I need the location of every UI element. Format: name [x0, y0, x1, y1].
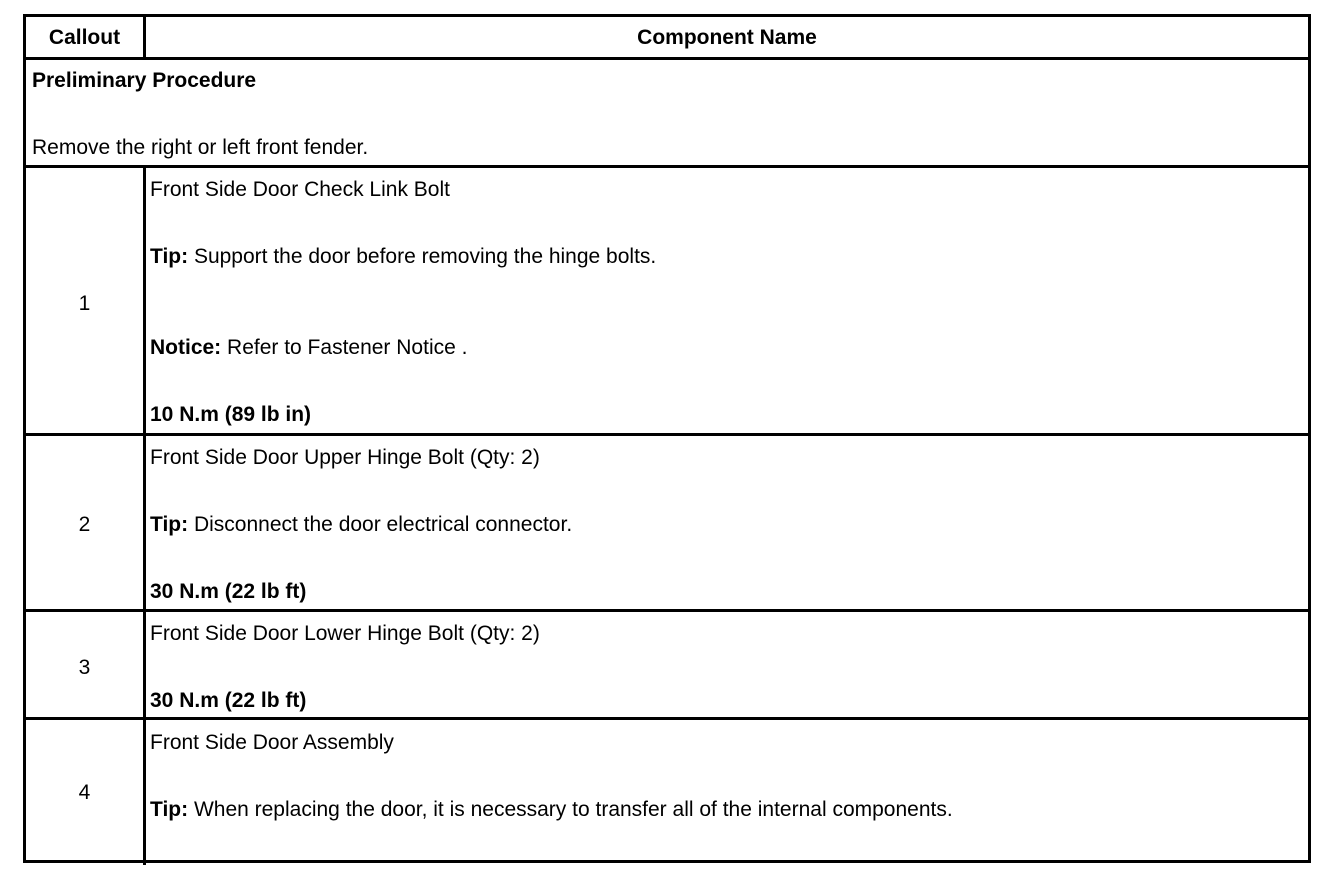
row-4-name: Front Side Door Assembly	[150, 731, 394, 754]
row-2-callout: 2	[78, 513, 91, 536]
row-2-tip-text: Disconnect the door electrical connector.	[188, 513, 573, 536]
row-separator	[26, 609, 1308, 612]
row-1-notice-label: Notice:	[150, 336, 222, 359]
row-4-callout: 4	[78, 781, 91, 804]
header-divider	[143, 17, 146, 58]
header-callout: Callout	[48, 26, 121, 49]
row-1-notice-text: Refer to Fastener Notice .	[221, 336, 468, 359]
row-1-tip	[150, 245, 656, 269]
row-1-tip-label: Tip:	[150, 245, 189, 268]
preliminary-text: Remove the right or left front fender.	[32, 136, 369, 159]
preliminary-title: Preliminary Procedure	[32, 69, 257, 92]
row-1-callout: 1	[78, 292, 91, 315]
row-4-tip-label: Tip:	[150, 798, 189, 821]
component-table	[23, 14, 1311, 863]
row-2-name: Front Side Door Upper Hinge Bolt (Qty: 2)	[150, 446, 540, 469]
row-3-callout: 3	[78, 656, 91, 679]
row-4-tip	[150, 798, 953, 822]
row-1-tip-text: Support the door before removing the hinge bolts.	[188, 245, 657, 268]
row-3-name: Front Side Door Lower Hinge Bolt (Qty: 2)	[150, 622, 540, 645]
row-2-torque: 30 N.m (22 lb ft)	[150, 580, 307, 603]
row-3-torque: 30 N.m (22 lb ft)	[150, 689, 307, 712]
row-1-torque: 10 N.m (89 lb in)	[150, 403, 312, 426]
row-2-tip-label: Tip:	[150, 513, 189, 536]
row-separator	[26, 717, 1308, 720]
row-separator	[26, 165, 1308, 168]
row-2-tip	[150, 513, 572, 537]
row-1-name: Front Side Door Check Link Bolt	[150, 178, 450, 201]
row-separator	[26, 57, 1308, 60]
callout-column-divider	[143, 165, 146, 865]
header-component-name: Component Name	[637, 26, 817, 49]
row-4-tip-text: When replacing the door, it is necessary to transfer all of the internal components.	[188, 798, 953, 821]
row-separator	[26, 433, 1308, 436]
row-1-notice	[150, 336, 467, 360]
